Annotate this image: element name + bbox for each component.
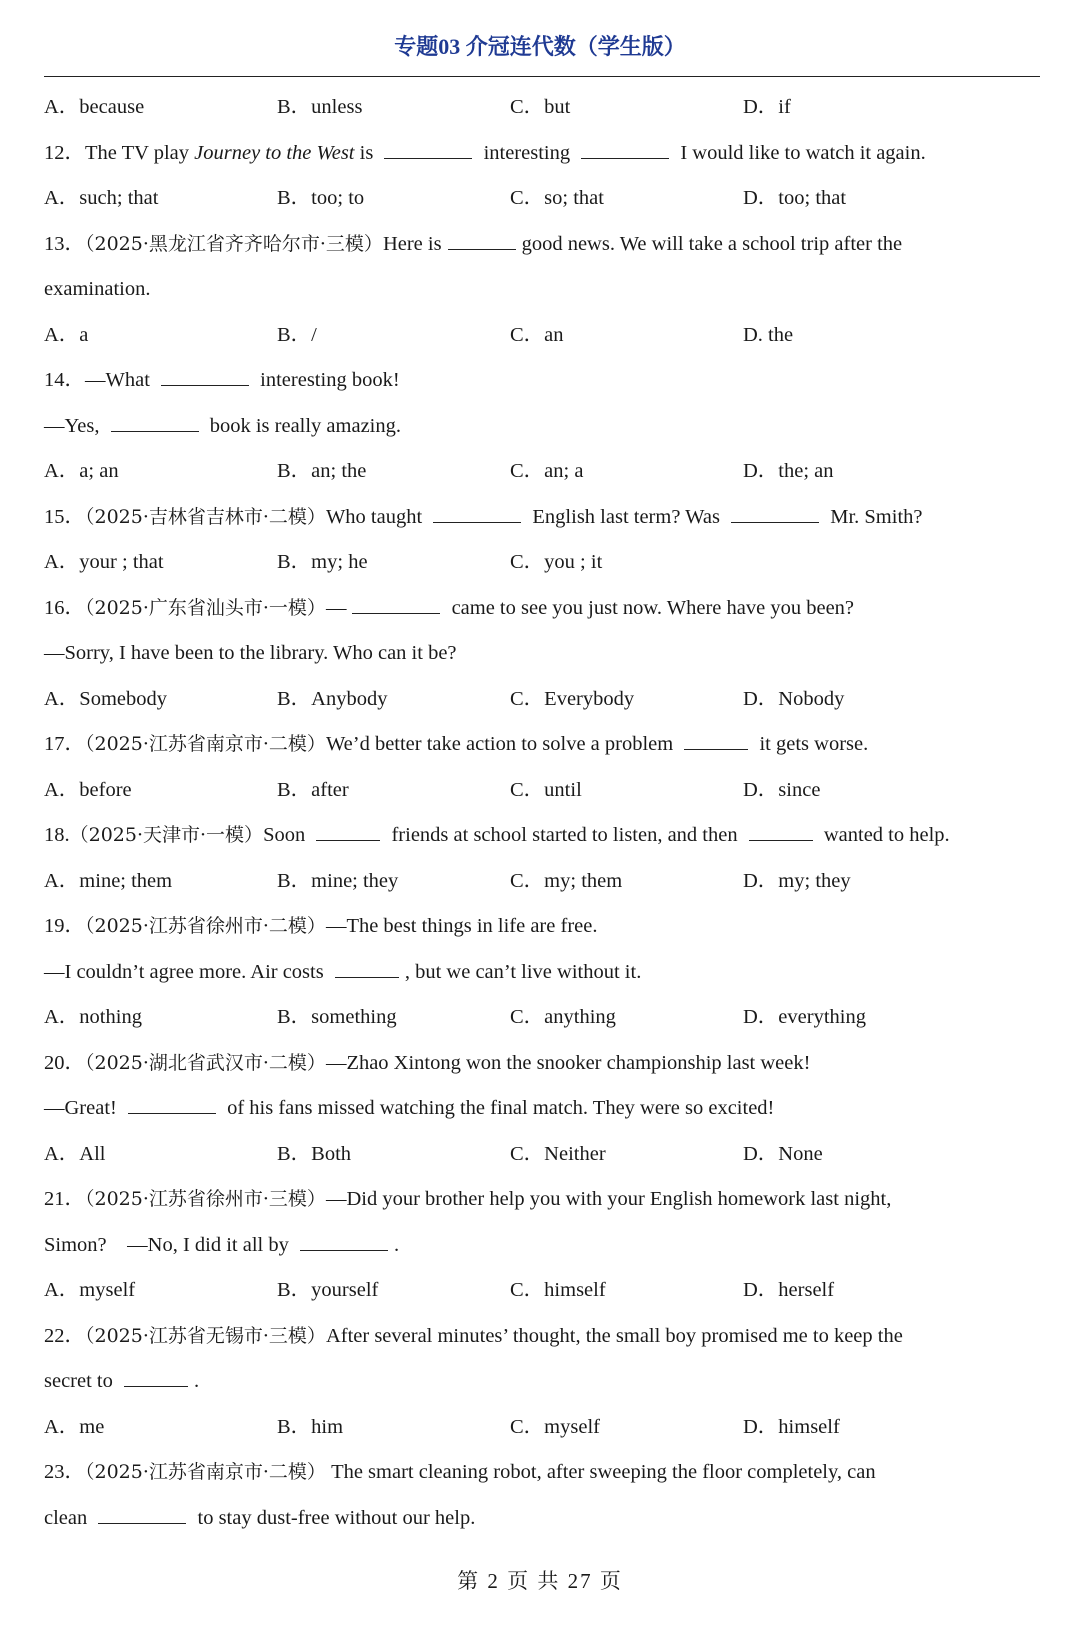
q23-source: （2025·江苏省南京市·二模）	[85, 1461, 326, 1483]
q20-options	[44, 1132, 1040, 1178]
q12-text-4: interesting	[483, 141, 571, 164]
q21-text-4: .	[394, 1233, 400, 1256]
q18-option-d[interactable]: D．my; they	[743, 869, 851, 892]
q18-number: 18.	[44, 824, 70, 846]
q14-text-3: —Yes,	[44, 414, 100, 437]
q13-stem	[44, 222, 1040, 268]
question-list	[44, 85, 1040, 1541]
q17-stem	[44, 722, 1040, 768]
page-header-title: 专题03 介冠连代数（学生版）	[394, 34, 686, 59]
q11-option-c[interactable]: C．but	[510, 96, 571, 118]
q19-number: 19．	[44, 915, 85, 937]
q15-blank-1[interactable]	[433, 504, 521, 523]
q15-options	[44, 540, 1040, 586]
q14-number: 14．	[44, 369, 85, 391]
q16-source: （2025·广东省汕头市·一模）	[85, 596, 326, 619]
q15-number: 15．	[44, 505, 85, 528]
q13-option-d[interactable]: D. the	[743, 323, 794, 346]
q11-option-a[interactable]: A．because	[44, 96, 145, 118]
q19-text-1: —The best things in life are free.	[325, 915, 598, 937]
q16-reply	[44, 631, 1040, 677]
q19-options	[44, 995, 1040, 1041]
q21-stem-cont	[44, 1223, 1040, 1269]
q17-options	[44, 768, 1040, 814]
q11-option-d[interactable]: D．if	[743, 96, 791, 118]
q16-text-3: —Sorry, I have been to the library. Who can it be?	[44, 642, 457, 664]
q22-option-c[interactable]: C．myself	[510, 1415, 600, 1438]
q20-source: （2025·湖北省武汉市·二模）	[85, 1051, 326, 1074]
q19-option-a[interactable]: A．nothing	[44, 1006, 142, 1028]
q21-text-3: —No, I did it all by	[127, 1233, 289, 1256]
q11-options	[44, 85, 1040, 131]
q12-option-c[interactable]: C．so; that	[510, 187, 604, 209]
q15-text-2: English last term? Was	[532, 505, 720, 528]
q17-option-d[interactable]: D．since	[743, 778, 821, 801]
q18-text-1: Soon	[263, 824, 306, 846]
q14-option-b[interactable]: B．an; the	[277, 460, 367, 482]
q16-text-1: —	[325, 596, 347, 619]
q12-number: 12．	[44, 141, 85, 164]
q12-title: Journey to the West	[194, 141, 355, 164]
q12-options	[44, 176, 1040, 222]
q12-stem	[44, 131, 1040, 177]
q23-text-1: The smart cleaning robot, after sweeping the floor completely, can	[331, 1461, 876, 1483]
q23-blank[interactable]	[98, 1505, 186, 1524]
q13-text-2: good news. We will take a school trip after the	[521, 232, 903, 255]
q13-option-c[interactable]: C．an	[510, 323, 564, 346]
q22-option-d[interactable]: D．himself	[743, 1415, 840, 1438]
q20-option-c[interactable]: C．Neither	[510, 1142, 606, 1165]
q15-blank-2[interactable]	[731, 504, 819, 523]
q13-number: 13．	[44, 232, 85, 255]
q16-option-d[interactable]: D．Nobody	[743, 687, 845, 710]
q22-source: （2025·江苏省无锡市·三模）	[85, 1324, 326, 1347]
q21-option-c[interactable]: C．himself	[510, 1279, 606, 1301]
q18-text-3: wanted to help.	[823, 824, 950, 846]
q18-blank-2[interactable]	[749, 822, 813, 841]
q21-stem	[44, 1177, 1040, 1223]
q18-text-2: friends at school started to listen, and then	[391, 824, 738, 846]
q12-blank-1[interactable]	[384, 140, 472, 159]
q14-option-d[interactable]: D．the; an	[743, 460, 834, 482]
q19-option-c[interactable]: C．anything	[510, 1006, 616, 1028]
q18-option-b[interactable]: B．mine; they	[277, 869, 399, 892]
q14-reply	[44, 404, 1040, 450]
q18-option-c[interactable]: C．my; them	[510, 869, 623, 892]
q21-option-b[interactable]: B．yourself	[277, 1279, 379, 1301]
q20-option-b[interactable]: B．Both	[277, 1142, 352, 1165]
q22-text-1: After several minutes’ thought, the small boy promised me to keep the	[325, 1324, 903, 1347]
q14-stem	[44, 358, 1040, 404]
q23-stem-cont	[44, 1496, 1040, 1542]
q19-option-d[interactable]: D．everything	[743, 1006, 866, 1028]
q20-option-a[interactable]: A．All	[44, 1142, 106, 1165]
q21-blank[interactable]	[300, 1232, 388, 1251]
q21-source: （2025·江苏省徐州市·三模）	[85, 1188, 326, 1210]
q12-text-3: is	[354, 141, 374, 164]
q21-text-1: —Did your brother help you with your English homework last night,	[325, 1188, 892, 1210]
q16-number: 16．	[44, 596, 85, 619]
q18-option-a[interactable]: A．mine; them	[44, 869, 173, 892]
q23-number: 23．	[44, 1461, 85, 1483]
q17-source: （2025·江苏省南京市·二模）	[85, 733, 326, 755]
q17-blank[interactable]	[684, 731, 748, 750]
q14-option-a[interactable]: A．a; an	[44, 460, 119, 482]
q12-option-a[interactable]: A．such; that	[44, 187, 159, 209]
q22-text-2: secret to	[44, 1370, 113, 1392]
q23-text-2: clean	[44, 1506, 88, 1529]
q15-option-a[interactable]: A．your ; that	[44, 551, 164, 573]
q12-text-5: I would like to watch it again.	[680, 141, 926, 164]
q11-option-b[interactable]: B．unless	[277, 96, 363, 118]
q21-number: 21．	[44, 1188, 85, 1210]
q17-text-2: it gets worse.	[759, 733, 869, 755]
q22-text-3: .	[194, 1370, 200, 1392]
q22-option-a[interactable]: A．me	[44, 1415, 105, 1438]
q19-reply	[44, 950, 1040, 996]
q14-blank-1[interactable]	[161, 367, 249, 386]
q19-option-b[interactable]: B．something	[277, 1006, 397, 1028]
q18-blank-1[interactable]	[316, 822, 380, 841]
q21-options	[44, 1268, 1040, 1314]
q14-options	[44, 449, 1040, 495]
q14-blank-2[interactable]	[111, 413, 199, 432]
q16-blank[interactable]	[352, 595, 440, 614]
q23-text-3: to stay dust-free without our help.	[197, 1506, 476, 1529]
q23-stem	[44, 1450, 1040, 1496]
q13-option-b[interactable]: B．/	[277, 323, 317, 346]
q22-blank[interactable]	[124, 1368, 188, 1387]
q20-stem	[44, 1041, 1040, 1087]
q22-number: 22．	[44, 1324, 85, 1347]
q17-text-1: We’d better take action to solve a problem	[325, 733, 674, 755]
page-footer: 第 2 页 共 27 页	[457, 1569, 623, 1593]
q20-blank[interactable]	[128, 1095, 216, 1114]
q19-blank[interactable]	[335, 959, 399, 978]
q13-text-3: examination.	[44, 278, 151, 300]
q22-stem-cont	[44, 1359, 1040, 1405]
q13-options	[44, 313, 1040, 359]
q20-number: 20．	[44, 1051, 85, 1074]
q14-text-2: interesting book!	[260, 369, 400, 391]
q16-options	[44, 677, 1040, 723]
q20-reply	[44, 1086, 1040, 1132]
q14-text-4: book is really amazing.	[209, 414, 401, 437]
q19-text-2: —I couldn’t agree more. Air costs	[44, 960, 324, 983]
q22-option-b[interactable]: B．him	[277, 1415, 344, 1438]
q15-option-c[interactable]: C．you ; it	[510, 551, 603, 573]
q21-option-d[interactable]: D．herself	[743, 1279, 835, 1301]
q18-options	[44, 859, 1040, 905]
q13-text-1: Here is	[382, 232, 442, 255]
q12-text-1: The TV play	[85, 141, 195, 164]
q17-option-b[interactable]: B．after	[277, 778, 349, 801]
q19-source: （2025·江苏省徐州市·二模）	[85, 915, 326, 937]
q21-text-2: Simon?	[44, 1233, 107, 1256]
q20-text-2: —Great!	[44, 1097, 117, 1119]
q13-option-a[interactable]: A．a	[44, 323, 89, 346]
q19-stem	[44, 904, 1040, 950]
q14-option-c[interactable]: C．an; a	[510, 460, 584, 482]
q18-source: （2025·天津市·一模）	[69, 824, 264, 846]
q16-text-2: came to see you just now. Where have you been?	[451, 596, 855, 619]
q15-stem	[44, 495, 1040, 541]
q16-option-c[interactable]: C．Everybody	[510, 687, 635, 710]
q12-option-b[interactable]: B．too; to	[277, 187, 365, 209]
q22-options	[44, 1405, 1040, 1451]
q19-text-3: , but we can’t live without it.	[404, 960, 642, 983]
q18-stem	[44, 813, 1040, 859]
q20-text-3: of his fans missed watching the final match. They were so excited!	[227, 1097, 775, 1119]
q13-stem-cont	[44, 267, 1040, 313]
q15-text-1: Who taught	[325, 505, 423, 528]
q12-option-d[interactable]: D．too; that	[743, 187, 847, 209]
q15-option-b[interactable]: B．my; he	[277, 551, 368, 573]
q13-blank[interactable]	[448, 231, 516, 250]
q12-blank-2[interactable]	[581, 140, 669, 159]
q17-number: 17．	[44, 733, 85, 755]
q16-stem	[44, 586, 1040, 632]
q20-text-1: —Zhao Xintong won the snooker championship last week!	[325, 1051, 811, 1074]
q17-option-c[interactable]: C．until	[510, 778, 582, 801]
q15-source: （2025·吉林省吉林市·二模）	[85, 505, 326, 528]
q15-text-3: Mr. Smith?	[830, 505, 923, 528]
q14-text-1: —What	[85, 369, 150, 391]
header-rule	[44, 76, 1040, 77]
q20-option-d[interactable]: D．None	[743, 1142, 823, 1165]
q17-option-a[interactable]: A．before	[44, 778, 132, 801]
q22-stem	[44, 1314, 1040, 1360]
q16-option-a[interactable]: A．Somebody	[44, 687, 167, 710]
q13-source: （2025·黑龙江省齐齐哈尔市·三模）	[85, 232, 383, 255]
q16-option-b[interactable]: B．Anybody	[277, 687, 388, 710]
q21-option-a[interactable]: A．myself	[44, 1279, 136, 1301]
